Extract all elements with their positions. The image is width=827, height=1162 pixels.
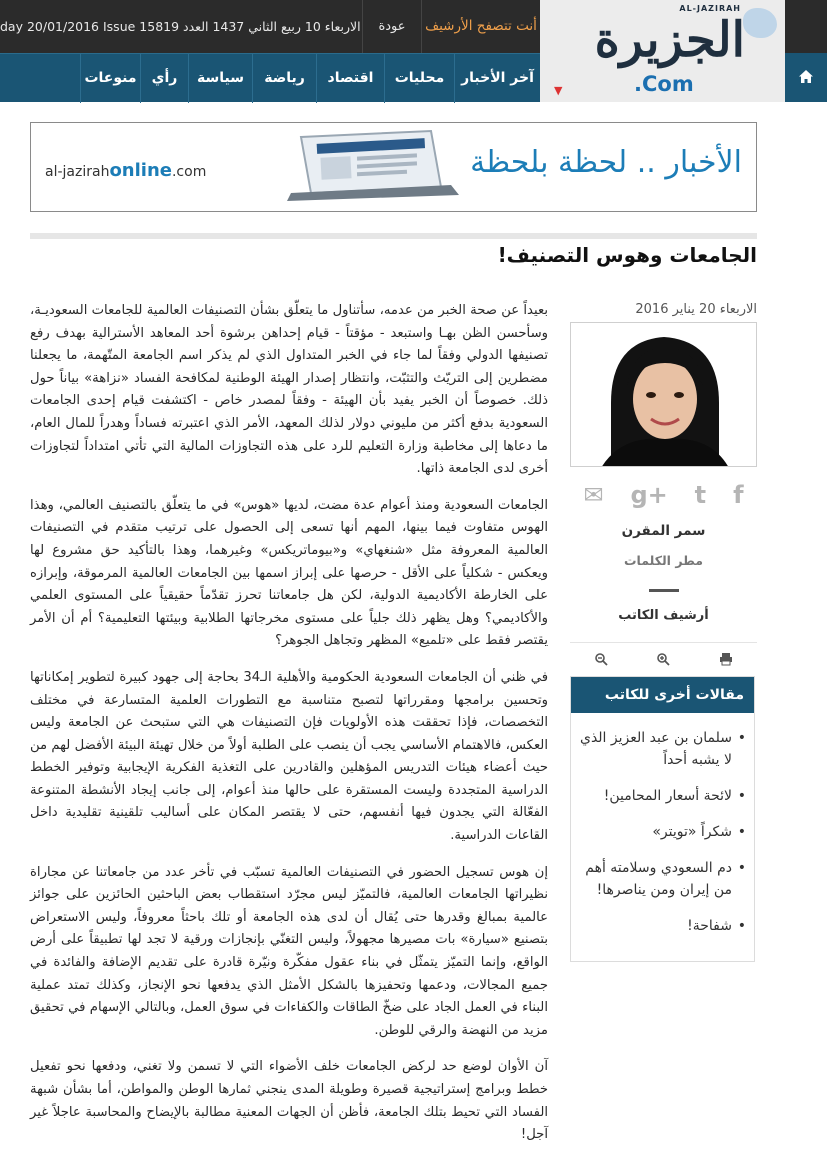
google-plus-icon[interactable]: g+ — [630, 481, 668, 509]
more-article-link[interactable]: • سلمان بن عبد العزيز الذي لا يشبه أحداً — [577, 727, 746, 771]
archive-notice-link[interactable]: أنت تتصفح الأرشيف — [425, 18, 537, 34]
main-nav — [0, 53, 540, 102]
ad-banner[interactable] — [30, 122, 757, 212]
section-divider — [30, 233, 757, 239]
twitter-icon[interactable]: t — [694, 481, 707, 509]
more-articles-box — [570, 676, 755, 962]
facebook-icon[interactable]: f — [733, 481, 744, 509]
article-title-row — [30, 243, 757, 271]
logo-arabic-text: الجزيرة — [594, 12, 745, 68]
nav-item-local[interactable]: محليات — [384, 54, 454, 103]
more-articles-heading: مقالات أخرى للكاتب — [571, 677, 754, 713]
article-tools — [570, 642, 757, 674]
author-sidebar — [570, 300, 757, 962]
banner-brand: al-jazirahonline.com — [45, 160, 207, 181]
more-article-link[interactable]: • لائحة أسعار المحامين! — [577, 785, 746, 807]
home-icon — [785, 53, 827, 102]
nav-item-politics[interactable]: سياسة — [188, 54, 252, 103]
share-row — [570, 473, 757, 517]
logo-map-graphic — [743, 8, 777, 38]
article-paragraph: في ظني أن الجامعات السعودية الحكومية والأهلية الـ34 بحاجة إلى جهود كبيرة لتطوير إمكاناتها وتحسين برامجها ومقرراتها لتصبح متناسبة مع التطورات العلمية المتسارعة في مختلف التخصصات، فإذا تحققت هذه الأولويات فإن التصنيفات هي التي ستبحث عن الجامعة وليس العكس، فالاهتمام الأساسي يجب أن ينصب على الطلبة أولاً من خلال تهيئة البيئة الأفضل لهم من حيث أعضاء هيئات التدريس المؤهلين والقادرين على التغذية الفكرية الإيجابية وتوفير الخطط الدراسية المتجددة وليست المستقرة على حالها منذ أعوام، إلى جانب إيجاد الأنشطة المتنوعة الفعّالة التي يجدون فيها أنفسهم، حتى لا يقتصر المكان على أساليب تلقينية تقليدية داخل القاعات الدراسية. — [30, 669, 548, 844]
nav-item-economy[interactable]: اقتصاد — [316, 54, 384, 103]
print-icon[interactable] — [719, 643, 733, 674]
more-article-link[interactable]: • دم السعودي وسلامته أهم من إيران ومن يناصرها! — [577, 857, 746, 901]
author-archive-link[interactable]: أرشيف الكاتب — [618, 608, 709, 623]
nav-item-sports[interactable]: رياضة — [252, 54, 316, 103]
back-link[interactable]: عودة — [362, 0, 422, 53]
author-photo — [570, 322, 757, 467]
author-name[interactable]: سمر المقرن — [621, 523, 706, 539]
article-paragraph: إن هوس تسجيل الحضور في التصنيفات العالمية تسبّب في تأخر عدد من جامعاتنا عن مجاراة نظيراتها الجامعات العالمية، فالتميّز ليس مجرّد استقطاب بعض الباحثين الحائزين على جوائز عالمية بمبالغ وقدرها حتى يُقال أن لدى هذه الجامعة أو تلك باحثاً معروفاً، وليس الاستعراض بتصنيع «سيارة» بات مصيرها مجهولاً، وليس التغنّي بإنجازات ورقية لا تجد لها تطبيقاً على أرض الواقع، وإنما التميّز يتمثّل في بناء عقول مفكّرة ونيّرة قادرة على تقديم الإضافة والفائدة في جميع المجالات، ودعمها وتحفيزها بالشكل الأمثل الذي يدفعها نحو الإنجاز، وكذلك تمتد عملية البناء في العمل الجاد على ضخّ الطاقات والكفاءات في سوق العمل، وبالتالي الإسهام في تحقيق مزيد من النهضة والرقي للوطن. — [30, 864, 548, 1038]
article-paragraph: الجامعات السعودية ومنذ أعوام عدة مضت، لديها «هوس» في ما يتعلّق بالتصنيف العالمي، وهذا الهوس متفاوت فيما بينها، المهم أنها تسعى إلى الحصول على ترتيب متقدم في التصنيفات العالمية المعروفة مثل «شنغهاي» و«بيوماتريكس» وغيرهما، وهذا بالتأكيد حق مشروع لها ويعكس - شكلياً على الأقل - حرصها على إبراز اسمها بين الجامعات العالمية المرموقة، وإبرازه على الخارطة الأكاديمية الدولية، لكن هل جامعاتنا تحرز تقدّماً حقيقياً على المستوى العلمي والأكاديمي؟ وهل يظهر ذلك جلياً على مستوى مخرجاتها الطلابية وبيئتها التعليمية؟ أم أن الأمر يقتصر فقط على «تلميع» المظهر وتجاهل الجوهر؟ — [30, 497, 548, 649]
banner-tagline: الأخبار .. لحظة بلحظة — [470, 145, 742, 180]
more-article-link[interactable]: • شكراً «تويتر» — [577, 821, 746, 843]
nav-home-button[interactable] — [785, 53, 827, 102]
article-paragraph: بعيداً عن صحة الخبر من عدمه، سأتناول ما يتعلّق بشأن التصنيفات العالمية للجامعات السعوديـة، وسأحسن الظن بهـا واستبعد - مؤقتاً - قيام إحداهن برشوة أحد المعاهد الأسترالية بهدف رفع تصنيفها الدولي وفقاً لما جاء في الخبر المتداول الذي لم يذكر اسم الجامعة المتّهمة، ما يجعلنا مضطرين إلى التريّث والتثبّت، وانتظار إصدار الهيئة الوطنية لمكافحة الفساد «نزاهة» بياناً حول ذلك. خصوصاً أن الخبر يفيد بأن الهيئة - وفقاً لمصدر خاص - اكتشفت قيام إحدى الجامعات السعودية بدفع أكثر من مليوني دولار لذلك المعهد، الأمر الذي اعتبرته فساداً وهدراً للمال العام، ما دعاها إلى مخاطبة وزارة التعليم للرد على هذه التجاوزات المالية التي تأتي امتداداً لتجاوزات أخرى لدى الجامعة ذاتها. — [30, 303, 548, 477]
zoom-out-icon[interactable] — [594, 643, 608, 674]
publication-date: الاربعاء 20 يناير 2016 — [635, 302, 757, 317]
site-logo[interactable] — [540, 0, 785, 102]
article-title: الجامعات وهوس التصنيف! — [497, 243, 757, 267]
nav-item-misc[interactable]: منوعات — [80, 54, 140, 103]
laptop-illustration — [281, 129, 461, 201]
more-articles-list — [571, 713, 754, 961]
nav-item-latest-news[interactable]: آخر الأخبار — [454, 54, 540, 103]
article-body — [30, 300, 548, 1161]
article-paragraph: آن الأوان لوضع حد لركض الجامعات خلف الأضواء التي لا تسمن ولا تغني، ودفعها نحو تفعيل خطط وبرامج إستراتيجية قصيرة وطويلة المدى ينجني ثمارها الوطن والمواطن، أما بشأن شبهة الفساد التي تحيط بتلك الجامعة، فأظن أن الجهات المعنية مطالبة بالإيضاح والمحاسبة عاجلاً غير آجل! — [30, 1059, 548, 1143]
zoom-in-icon[interactable] — [656, 643, 670, 674]
email-icon[interactable]: ✉ — [583, 481, 604, 509]
column-name: مطر الكلمات — [623, 553, 704, 568]
issue-dateline: day 20/01/2016 Issue 15819 الاربعاء 10 ربيع الثاني 1437 العدد — [0, 19, 361, 34]
logo-latin-text: AL-JAZIRAH — [679, 4, 741, 13]
short-divider — [649, 589, 679, 592]
more-article-link[interactable]: • شفاحة! — [577, 915, 746, 937]
logo-com-text: .Com — [634, 72, 694, 96]
chevron-down-icon[interactable]: ▼ — [554, 84, 563, 97]
nav-item-opinion[interactable]: رأي — [140, 54, 188, 103]
